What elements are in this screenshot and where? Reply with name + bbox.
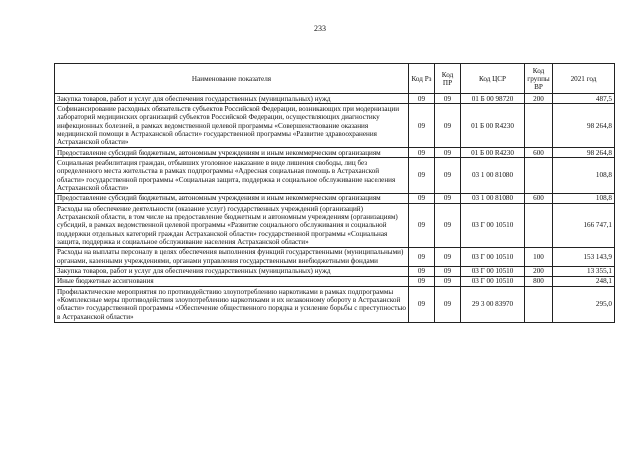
table-row — [55, 94, 615, 104]
cell-amount: 13 355,1 — [553, 266, 615, 276]
cell-vr: 600 — [525, 193, 553, 203]
cell-vr — [525, 158, 553, 193]
cell-pr: 09 — [435, 193, 461, 203]
table-row — [55, 204, 615, 248]
cell-rz: 09 — [409, 276, 435, 286]
cell-rz: 09 — [409, 193, 435, 203]
cell-rz: 09 — [409, 104, 435, 148]
cell-csr: 01 Б 00 R4230 — [461, 104, 525, 148]
cell-rz: 09 — [409, 287, 435, 322]
cell-name: Иные бюджетные ассигнования — [55, 276, 409, 286]
cell-csr: 03 1 00 81080 — [461, 193, 525, 203]
cell-rz: 09 — [409, 247, 435, 266]
cell-name: Профилактические мероприятия по противодействию злоупотреблению наркотиками в рамках подпрограммы «Комплексные меры противодействия злоупотреблению наркотиками и их незаконному обороту в Астраханской области» государственной программы «Обеспечение общественного порядка и усиление борьбы с преступностью в Астраханской области» — [55, 287, 409, 322]
cell-pr: 09 — [435, 266, 461, 276]
cell-vr — [525, 104, 553, 148]
cell-pr: 09 — [435, 247, 461, 266]
cell-rz: 09 — [409, 158, 435, 193]
cell-name: Предоставление субсидий бюджетным, автономным учреждениям и иным некоммерческим организациям — [55, 148, 409, 158]
header-pr: Код ПР — [435, 64, 461, 94]
cell-amount: 166 747,1 — [553, 204, 615, 248]
cell-amount: 295,0 — [553, 287, 615, 322]
cell-csr: 03 1 00 81080 — [461, 158, 525, 193]
cell-vr: 600 — [525, 148, 553, 158]
cell-csr: 03 Г 00 10510 — [461, 204, 525, 248]
cell-rz: 09 — [409, 94, 435, 104]
cell-amount: 487,5 — [553, 94, 615, 104]
cell-pr: 09 — [435, 148, 461, 158]
table-header-row — [55, 64, 615, 94]
cell-pr: 09 — [435, 94, 461, 104]
cell-vr: 200 — [525, 94, 553, 104]
cell-pr: 09 — [435, 104, 461, 148]
cell-vr: 100 — [525, 247, 553, 266]
header-vr: Код группы ВР — [525, 64, 553, 94]
cell-name: Закупка товаров, работ и услуг для обеспечения государственных (муниципальных) нужд — [55, 266, 409, 276]
cell-name: Софинансирование расходных обязательств субъектов Российской Федерации, возникающих при модернизации лабораторий медицинских организаций субъектов Российской Федерации, осуществляющих диагностику инфекционных болезней, в рамках ведомственной целевой программы «Совершенствование оказания медицинской помощи в Астраханской области» государственной программы «Развитие здравоохранения Астраханской области» — [55, 104, 409, 148]
table-row — [55, 247, 615, 266]
cell-csr: 03 Г 00 10510 — [461, 266, 525, 276]
cell-amount: 98 264,8 — [553, 104, 615, 148]
cell-rz: 09 — [409, 266, 435, 276]
header-csr: Код ЦСР — [461, 64, 525, 94]
header-year: 2021 год — [553, 64, 615, 94]
cell-vr — [525, 204, 553, 248]
cell-name: Расходы на обеспечение деятельности (оказание услуг) государственных учреждений (организаций) Астраханской области, в том числе на предоставление бюджетным и автономным учреждениям (организациям) субсидий, в рамках ведомственной целевой программы «Развитие социального обслуживания и социальной поддержки отдельных категорий граждан Астраханской области» государственной программы «Социальная защита, поддержка и социальное обслуживание населения Астраханской области» — [55, 204, 409, 248]
cell-amount: 153 143,9 — [553, 247, 615, 266]
cell-pr: 09 — [435, 287, 461, 322]
cell-name: Социальная реабилитация граждан, отбывших уголовное наказание в виде лишения свободы, лиц без определенного места жительства в рамках подпрограммы «Адресная социальная помощь в Астраханской области» государственной программы «Социальная защита, поддержка и социальное обслуживание населения Астраханской области» — [55, 158, 409, 193]
table-row — [55, 158, 615, 193]
table-row — [55, 104, 615, 148]
cell-amount: 98 264,8 — [553, 148, 615, 158]
table-row — [55, 276, 615, 286]
cell-name: Предоставление субсидий бюджетным, автономным учреждениям и иным некоммерческим организациям — [55, 193, 409, 203]
table-row — [55, 148, 615, 158]
cell-name: Закупка товаров, работ и услуг для обеспечения государственных (муниципальных) нужд — [55, 94, 409, 104]
budget-table — [54, 63, 615, 323]
cell-amount: 248,1 — [553, 276, 615, 286]
cell-vr — [525, 287, 553, 322]
cell-amount: 108,8 — [553, 158, 615, 193]
cell-rz: 09 — [409, 148, 435, 158]
cell-pr: 09 — [435, 158, 461, 193]
cell-vr: 800 — [525, 276, 553, 286]
cell-csr: 01 Б 00 98720 — [461, 94, 525, 104]
cell-name: Расходы на выплаты персоналу в целях обеспечения выполнения функций государственными (муниципальными) органами, казенными учреждениями, органами управления государственными внебюджетными фондами — [55, 247, 409, 266]
header-name: Наименование показателя — [55, 64, 409, 94]
table-row — [55, 193, 615, 203]
table-row — [55, 266, 615, 276]
cell-pr: 09 — [435, 276, 461, 286]
cell-csr: 03 Г 00 10510 — [461, 247, 525, 266]
cell-csr: 03 Г 00 10510 — [461, 276, 525, 286]
cell-amount: 108,8 — [553, 193, 615, 203]
table-row — [55, 287, 615, 322]
cell-csr: 29 3 00 83970 — [461, 287, 525, 322]
page-number: 233 — [314, 24, 326, 33]
cell-vr: 200 — [525, 266, 553, 276]
cell-pr: 09 — [435, 204, 461, 248]
cell-csr: 01 Б 00 R4230 — [461, 148, 525, 158]
header-rz: Код Рз — [409, 64, 435, 94]
cell-rz: 09 — [409, 204, 435, 248]
